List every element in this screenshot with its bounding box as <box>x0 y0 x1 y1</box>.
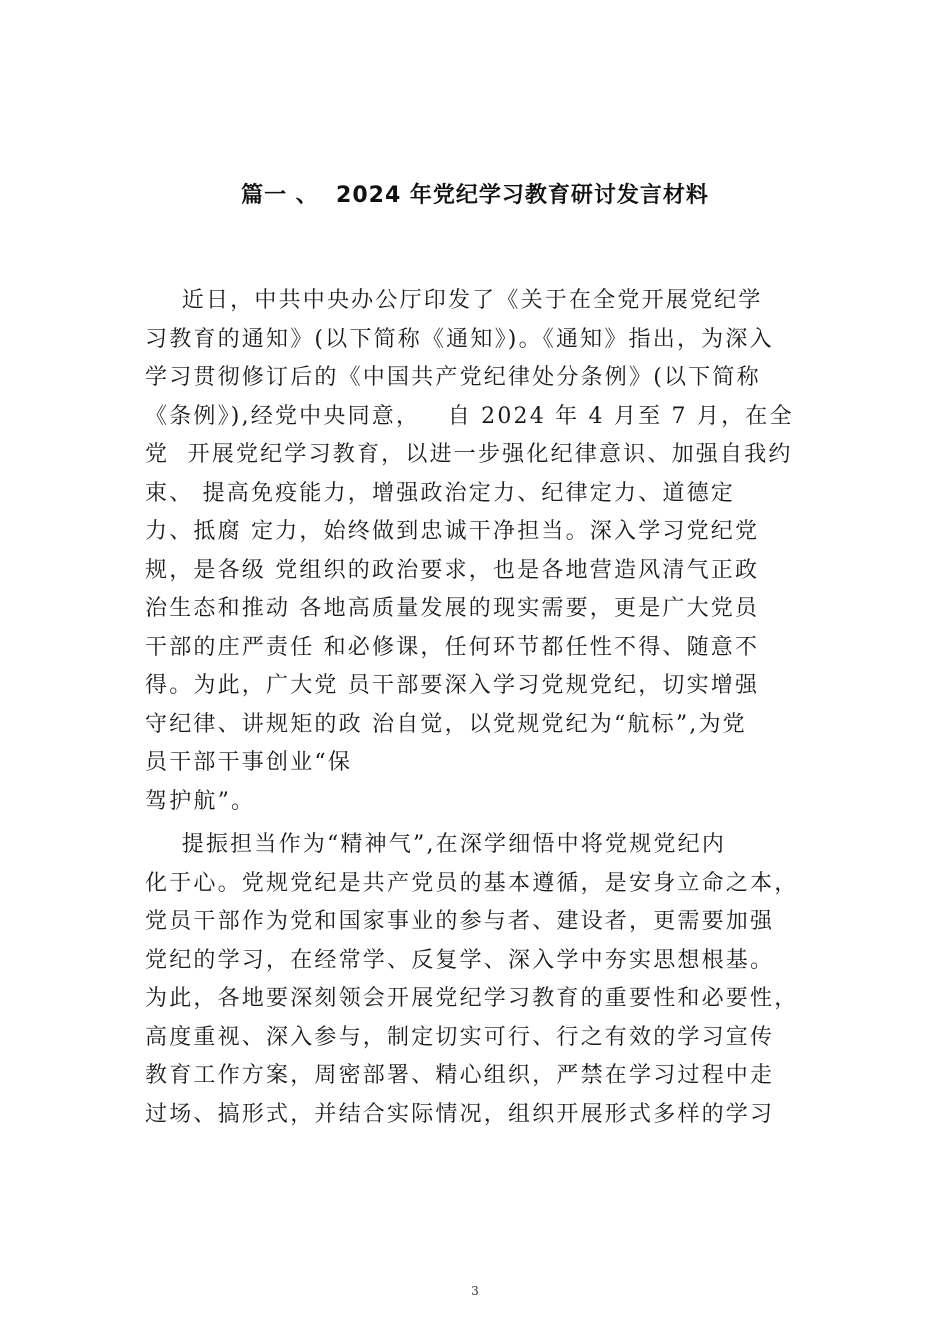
text-line: 学习贯彻修订后的《中国共产党纪律处分条例》(以下简称 <box>145 365 761 390</box>
text-line: 过场、搞形式，并结合实际情况，组织开展形式多样的学习 <box>145 1101 775 1127</box>
text-line: 守纪律、讲规矩的政 治自觉，以党规党纪为“航标”,为党 <box>145 711 747 737</box>
text-line: 干部的庄严责任 和必修课，任何环节都任性不得、随意不 <box>145 634 760 660</box>
paragraph-2 <box>145 826 825 1134</box>
text-line: 习教育的通知》(以下简称《通知》)。《通知》指出，为深入 <box>145 326 774 352</box>
text-line: 高度重视、深入参与，制定切实可行、行之有效的学习宣传 <box>145 1024 775 1050</box>
text-line: 近日，中共中央办公厅印发了《关于在全党开展党纪学 <box>145 288 763 313</box>
text-line: 为此，各地要深刻领会开展党纪学习教育的重要性和必要性， <box>145 986 799 1011</box>
text-line: 员干部干事创业“保 <box>145 750 353 775</box>
text-line: 力、抵腐 定力，始终做到忠诚干净担当。深入学习党纪党 <box>145 519 760 544</box>
text-line: 提振担当作为“精神气”,在深学细悟中将党规党纪内 <box>145 832 727 857</box>
text-line: 治生态和推动 各地高质量发展的现实需要，更是广大党员 <box>145 596 760 621</box>
text-line: 规，是各级 党组织的政治要求，也是各地营造风清气正政 <box>145 557 760 583</box>
text-line: 得。为此，广大党 员干部要深入学习党规党纪，切实增强 <box>145 673 760 698</box>
document-title: 篇一 、 2024 年党纪学习教育研讨发言材料 <box>241 183 709 208</box>
text-line: 党 开展党纪学习教育，以进一步强化纪律意识、加强自我约 <box>145 442 793 467</box>
text-line: 党纪的学习，在经常学、反复学、深入学中夯实思想根基。 <box>145 947 775 973</box>
page-number: 3 <box>471 1284 479 1298</box>
text-line: 驾护航”。 <box>145 788 256 814</box>
text-line: 教育工作方案，周密部署、精心组织，严禁在学习过程中走 <box>145 1063 775 1088</box>
text-line: 化于心。党规党纪是共产党员的基本遵循，是安身立命之本， <box>145 870 799 896</box>
text-line: 党员干部作为党和国家事业的参与者、建设者，更需要加强 <box>145 909 775 934</box>
paragraph-1 <box>145 282 825 821</box>
text-line: 束、 提高免疫能力，增强政治定力、纪律定力、道德定 <box>145 480 735 506</box>
text-line: 《条例》),经党中央同意， 自 2024 年 4 月至 7 月，在全 <box>145 403 794 429</box>
